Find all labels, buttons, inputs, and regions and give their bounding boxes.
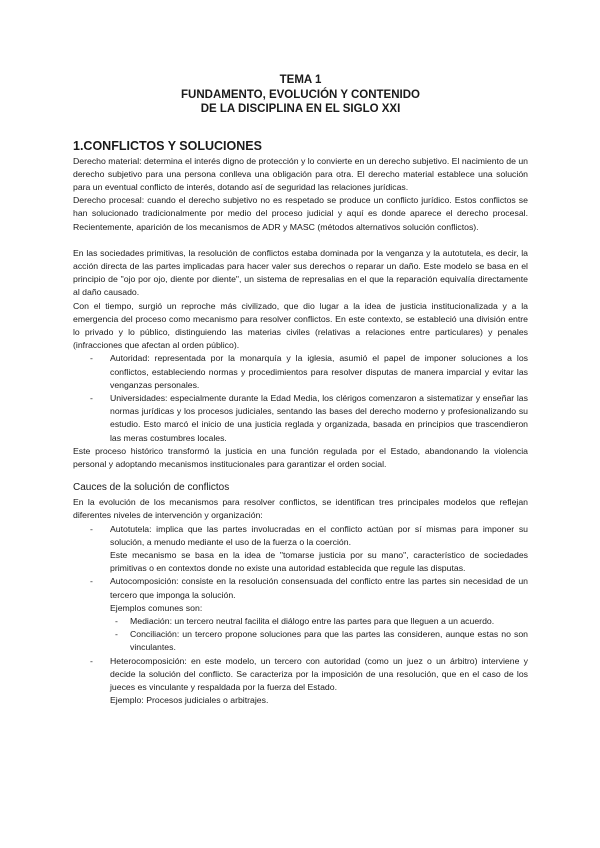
bullet-dash: - (90, 523, 93, 534)
title-line-3: DE LA DISCIPLINA EN EL SIGLO XXI (200, 103, 401, 115)
bullet-dash: - (90, 353, 93, 364)
title-line-2: FUNDAMENTO, EVOLUCIÓN Y CONTENIDO (181, 88, 420, 101)
paragraph-cauces-intro: En la evolución de los mecanismos para resolver conflictos, se identifican tres principales modelos que reflejan diferentes niveles de intervención y organización: (73, 497, 528, 521)
list-cauces (73, 523, 528, 708)
list-item-autoridad: - Autoridad: representada por la monarquía y la iglesia, asumió el papel de imponer soluciones a los conflictos, estableciendo normas y procedimientos para resolver disputas de manera imparcial y evitar las venganzas personales. (90, 353, 528, 390)
document-title (73, 73, 528, 117)
bullet-dash: - (90, 392, 93, 403)
list-examples (110, 615, 528, 655)
list-item-conciliacion: - Conciliación: un tercero propone soluciones para que las partes las consideren, aunque estas no son vinculantes. (115, 629, 528, 653)
paragraph-derecho-procesal: Derecho procesal: cuando el derecho subjetivo no es respetado se produce un conflicto jurídico. Estos conflictos se han solucionado tradicionalmente por medio del proceso judicial y aquí es donde aparece el derecho procesal. Recientemente, aparición de los mecanismos de ADR y MASC (métodos alternativos solución conflictos). (73, 195, 528, 232)
list-historical-actors (73, 352, 528, 444)
section-1-heading: 1.CONFLICTOS Y SOLUCIONES (73, 138, 262, 153)
paragraph-derecho-material: Derecho material: determina el interés digno de protección y lo convierte en un derecho subjetivo. El nacimiento de un derecho subjetivo para una persona conlleva una obligación para otra. El derecho material establece una solución para un eventual conflicto de interés, dotando así de seguridad las relaciones jurídicas. (73, 155, 528, 192)
bullet-dash: - (115, 629, 118, 640)
list-item-mediacion: - Mediación: un tercero neutral facilita el diálogo entre las partes para que lleguen a un acuerdo. (110, 615, 528, 628)
paragraph-justicia-institucionalizada: Con el tiempo, surgió un reproche más civilizado, que dio lugar a la idea de justicia institucionalizada y a la emergencia del proceso como mecanismo para resolver conflictos. En este contexto, se estableció una división entre lo privado y lo público, distinguiendo las materias civiles (relativas a relaciones entre particulares) y penales (infracciones que afectan al orden público). (73, 300, 528, 351)
autotutela-detail: Este mecanismo se basa en la idea de "tomarse justicia por su mano", característico de sociedades primitivas o en contextos donde no existe una autoridad establecida que regule las disputas. (110, 549, 528, 574)
list-item-autotutela: - Autotutela: implica que las partes involucradas en el conflicto actúan por sí mismas para imponer su solución, a menudo mediante el uso de la fuerza o la coerción. Este mecanismo se basa en la idea de "tomarse justicia por su mano", característico de sociedades primitivas o en contextos donde no existe una autoridad establecida que regule las disputas. (73, 523, 528, 576)
paragraph-sociedades-primitivas: En las sociedades primitivas, la resolución de conflictos estaba dominada por la venganza y la autotutela, es decir, la acción directa de las partes implicadas para hacer valer sus derechos o reparar un daño. Este modelo se basa en el principio de "ojo por ojo, diente por diente", un sistema de represalias en el que la reparación equivalía directamente al daño causado. (73, 247, 528, 298)
examples-label: Ejemplos comunes son: (110, 602, 203, 613)
document-page (73, 73, 528, 707)
title-line-1: TEMA 1 (279, 74, 322, 86)
paragraph-proceso-historico: Este proceso histórico transformó la justicia en una función regulada por el Estado, abandonando la violencia personal y adoptando mecanismos institucionales para garantizar el orden social. (73, 445, 528, 469)
bullet-dash: - (90, 655, 93, 666)
bullet-dash: - (90, 576, 93, 587)
list-item-heterocomposicion: - Heterocomposición: en este modelo, un tercero con autoridad (como un juez o un árbitro) interviene y decide la solución del conflicto. Se caracteriza por la imposición de una resolución, que en el caso de los jueces es vinculante y respaldada por la fuerza del Estado. Ejemplo: Procesos judiciales o arbitrajes. (73, 655, 528, 708)
list-item-autocomposicion: - Autocomposición: consiste en la resolución consensuada del conflicto entre las partes sin necesidad de un tercero que imponga la solución. Ejemplos comunes son: - Mediación: un tercero neutral facilita el diálogo entre las partes para que lleguen a un acuerdo. - Conciliación: un tercero propone soluciones para que las partes las consideren, aunque estas no son vinculantes. (73, 575, 528, 654)
bullet-dash: - (115, 616, 118, 626)
list-item-universidades: - Universidades: especialmente durante la Edad Media, los clérigos comenzaron a sistematizar y enseñar las normas jurídicas y los procesos judiciales, sentando las bases del derecho moderno y profesionalizando su estudio. Esto marcó el inicio de una justicia reglada y organizada, basada en principios que trascendieron las meras costumbres locales. (90, 392, 528, 443)
heterocomposicion-example: Ejemplo: Procesos judiciales o arbitrajes. (110, 695, 269, 706)
section-2-heading: Cauces de la solución de conflictos (73, 482, 230, 494)
